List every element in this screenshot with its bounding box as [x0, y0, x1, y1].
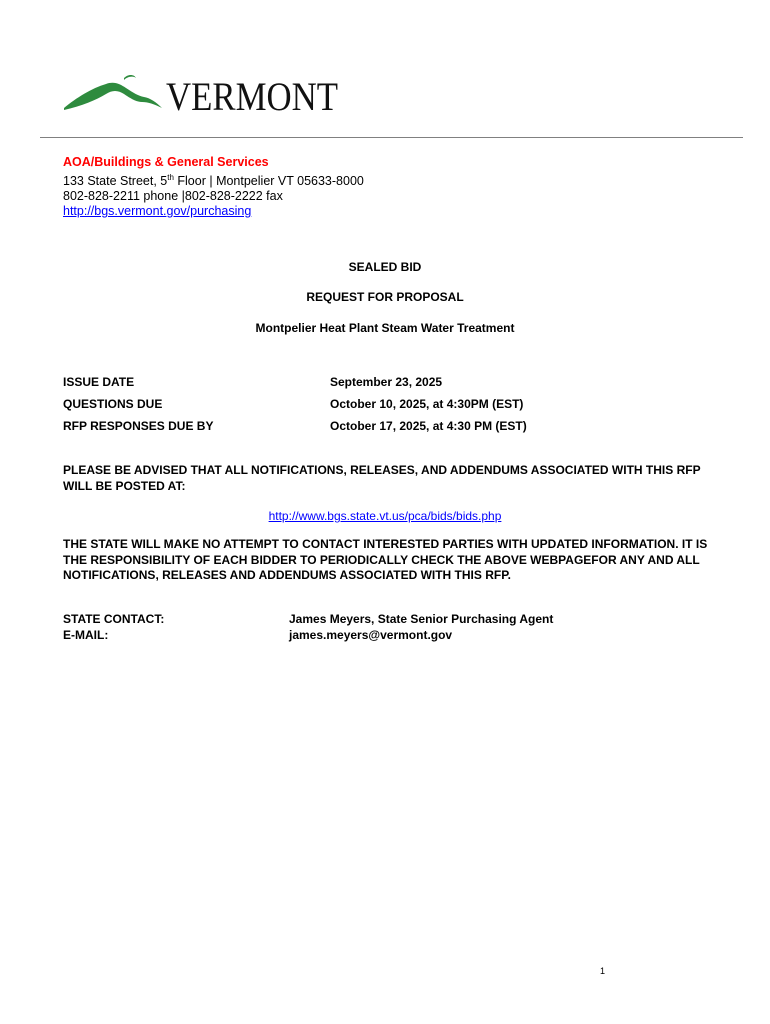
sealed-bid-heading: SEALED BID [348, 260, 422, 274]
phone-fax: 802-828-2211 phone |802-828-2222 fax [63, 189, 283, 204]
vermont-logo [62, 72, 342, 119]
responses-due-label: RFP RESPONSES DUE BY [63, 419, 214, 433]
bids-page-link[interactable]: http://www.bgs.state.vt.us/pca/bids/bids.php [268, 509, 502, 523]
contact-email: james.meyers@vermont.gov [289, 628, 453, 642]
responsibility-notice: THE STATE WILL MAKE NO ATTEMPT TO CONTACT INTERESTED PARTIES WITH UPDATED INFORMATION. IT IS THE RESPONSIBILITY OF EACH BIDDER TO PERIODICALLY CHECK THE ABOVE WEBPAGEFOR ANY AND ALL NOTIFICATIONS, RELEASES AND ADDENDUMS ASSOCIATED WITH THIS RFP. [63, 537, 708, 582]
issue-date-value: September 23, 2025 [330, 375, 443, 389]
project-title: Montpelier Heat Plant Steam Water Treatment [255, 321, 515, 335]
header-divider [40, 137, 743, 138]
agency-address-block [63, 155, 364, 219]
rfp-heading: REQUEST FOR PROPOSAL [306, 290, 464, 304]
state-contact-name: James Meyers, State Senior Purchasing Agent [289, 612, 554, 626]
logo-wordmark: VERMONT [166, 74, 338, 119]
questions-due-label: QUESTIONS DUE [63, 397, 163, 411]
street-address: 133 State Street, 5th Floor | Montpelier VT 05633-8000 [63, 173, 364, 189]
questions-due-value: October 10, 2025, at 4:30PM (EST) [330, 397, 524, 411]
state-contact-label: STATE CONTACT: [63, 612, 165, 626]
email-label: E-MAIL: [63, 628, 109, 642]
posting-notice: PLEASE BE ADVISED THAT ALL NOTIFICATIONS, RELEASES, AND ADDENDUMS ASSOCIATED WITH THIS RFP WILL BE POSTED AT: [63, 463, 701, 493]
page-number: 1 [600, 966, 606, 976]
agency-name: AOA/Buildings & General Services [63, 155, 269, 169]
issue-date-label: ISSUE DATE [63, 375, 135, 389]
purchasing-link[interactable]: http://bgs.vermont.gov/purchasing [63, 204, 252, 219]
responses-due-value: October 17, 2025, at 4:30 PM (EST) [330, 419, 527, 433]
